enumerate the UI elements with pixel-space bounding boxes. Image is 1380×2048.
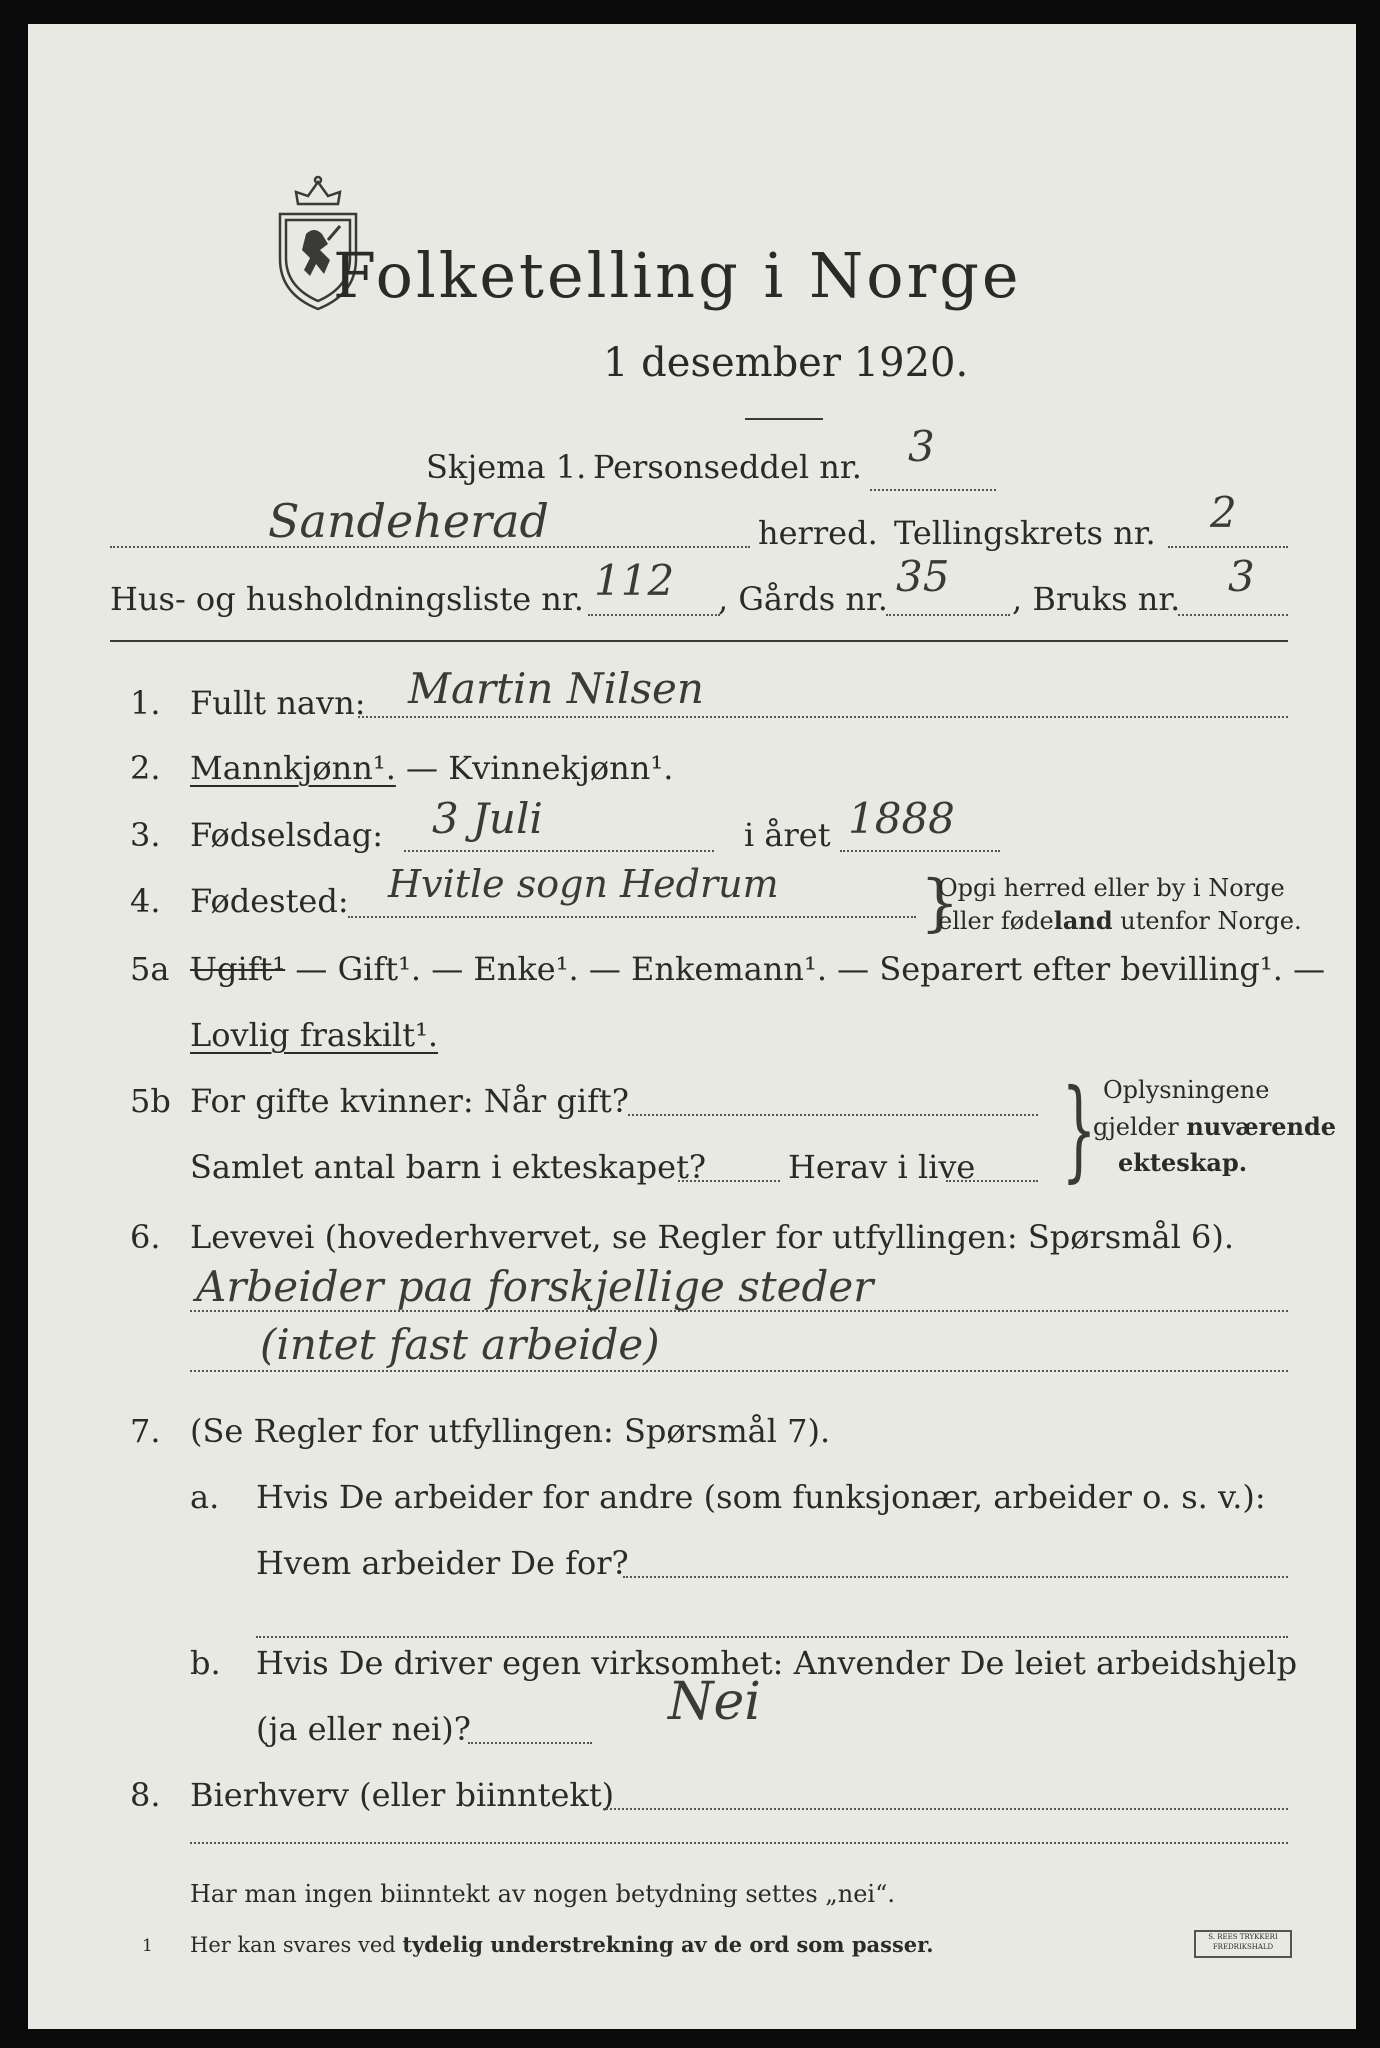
header-divider	[110, 640, 1288, 642]
census-form-page: Folketelling i Norge 1 desember 1920. Skjema 1. Personseddel nr. 3 Sandeherad herred. Tellingskrets nr. 2 Hus- og husholdningsliste nr. 112 , Gårds nr. 35 , Bruks nr. 3 1. Fullt navn: Martin Nilsen 2. Mannkjønn¹. — Kvinnekjønn¹. 3. Fødselsdag: 3 Juli i året 1888 4. Fødested: Hvitle sogn Hedrum } Opgi herred eller by i Norge eller fødeland utenfor Norge. 5a Ugift¹ — Gift¹. — Enke¹. — Enkemann¹. — Separert efter bevilling¹. — Lovlig fraskilt¹. 5b For gifte kvinner: Når gift? Samlet antal barn i ekteskapet? Herav i live } Oplysningene gjelder nuværende ekteskap. 6. Levevei (hovederhvervet, se Regler for utfyllingen: Spørsmål 6). Arbeider paa forskjellige steder (intet fast arbeide) 7. (Se Regler for utfyllingen: Spørsmål 7). a. Hvis De arbeider for andre (som funksjonær, arbeider o. s. v.): Hvem arbeider De for? b. Hvis De driver egen virksomhet: Anvender De leiet arbeidshjelp (ja eller nei)? Nei 8. Bierhverv (eller biinntekt) Har man ingen biinntekt av nogen betydning settes „nei“. 1 Her kan svares ved tydelig understrekning av de ord som passer. S. REES TRYKKERI FREDRIKSHALD	[28, 24, 1356, 2029]
printer-stamp: S. REES TRYKKERI FREDRIKSHALD	[1194, 1930, 1292, 1958]
q5b-note-line2: gjelder nuværende	[1093, 1112, 1337, 1141]
q5b-number: 5b	[130, 1082, 171, 1120]
full-name-value: Martin Nilsen	[408, 664, 704, 713]
q7b-label: Hvis De driver egen virksomhet: Anvender De leiet arbeidshjelp	[256, 1644, 1298, 1682]
q7-label: (Se Regler for utfyllingen: Spørsmål 7).	[190, 1412, 831, 1450]
q5a-number: 5a	[130, 950, 170, 988]
form-date: 1 desember 1920.	[603, 340, 969, 386]
q7a-letter: a.	[190, 1478, 220, 1516]
q3-number: 3.	[130, 816, 161, 854]
q4-number: 4.	[130, 882, 161, 920]
q7a-label: Hvis De arbeider for andre (som funksjonær, arbeider o. s. v.):	[256, 1478, 1266, 1516]
bruks-value: 3	[1228, 552, 1255, 601]
q2-number: 2.	[130, 749, 161, 787]
q5b-note-line1: Oplysningene	[1103, 1076, 1270, 1104]
q8-label: Bierhverv (eller biinntekt)	[190, 1776, 615, 1814]
bruks-label: , Bruks nr.	[1012, 580, 1181, 618]
skjema-label: Skjema 1.	[426, 448, 587, 486]
marital-status-options: Ugift¹ — Gift¹. — Enke¹. — Enkemann¹. — Separert efter bevilling¹. —	[190, 950, 1326, 988]
q5b-alive-label: Herav i live	[788, 1148, 976, 1186]
q5b-children-label: Samlet antal barn i ekteskapet?	[190, 1148, 707, 1186]
personseddel-value: 3	[908, 422, 935, 471]
hired-help-value: Nei	[668, 1672, 761, 1732]
q7b-sub-label: (ja eller nei)?	[256, 1710, 471, 1748]
q4-note-line2: eller fødeland utenfor Norge.	[938, 906, 1302, 935]
q7b-letter: b.	[190, 1644, 221, 1682]
hus-label: Hus- og husholdningsliste nr.	[110, 580, 584, 618]
birthplace-value: Hvitle sogn Hedrum	[388, 862, 779, 906]
q7-number: 7.	[130, 1412, 161, 1450]
occupation-value-line2: (intet fast arbeide)	[260, 1320, 660, 1369]
marital-fraskilt-option: Lovlig fraskilt¹.	[190, 1016, 439, 1054]
birthday-value: 3 Juli	[432, 794, 543, 843]
q4-note-line1: Opgi herred eller by i Norge	[938, 874, 1285, 902]
q3-year-label: i året	[744, 816, 831, 854]
q7a-sub-label: Hvem arbeider De for?	[256, 1544, 629, 1582]
footnote-text: Her kan svares ved tydelig understrekning av de ord som passer.	[190, 1932, 934, 1957]
personseddel-label: Personseddel nr.	[593, 448, 862, 486]
q1-label: Fullt navn:	[190, 684, 366, 722]
gards-value: 35	[896, 552, 950, 601]
sex-male-option: Mannkjønn¹.	[190, 749, 396, 787]
q1-number: 1.	[130, 684, 161, 722]
occupation-value-line1: Arbeider paa forskjellige steder	[196, 1262, 874, 1311]
sex-female-option: Kvinnekjønn¹.	[448, 749, 674, 787]
form-title: Folketelling i Norge	[333, 239, 1022, 312]
q6-label: Levevei (hovederhvervet, se Regler for utfyllingen: Spørsmål 6).	[190, 1218, 1235, 1256]
tellingskrets-label: Tellingskrets nr.	[894, 514, 1156, 552]
sex-options: Mannkjønn¹. — Kvinnekjønn¹.	[190, 749, 674, 787]
biinntekt-note: Har man ingen biinntekt av nogen betydning settes „nei“.	[190, 1880, 895, 1908]
marital-ugift-option: Ugift¹	[190, 950, 286, 988]
hus-value: 112	[594, 556, 675, 605]
footnote-mark: 1	[142, 1936, 153, 1956]
herred-value: Sandeherad	[268, 494, 549, 548]
tellingskrets-value: 2	[1210, 488, 1237, 537]
herred-label: herred.	[758, 514, 878, 552]
q8-number: 8.	[130, 1776, 161, 1814]
q4-label: Fødested:	[190, 882, 349, 920]
q5b-married-label: For gifte kvinner: Når gift?	[190, 1082, 629, 1120]
q3-label: Fødselsdag:	[190, 816, 384, 854]
q6-number: 6.	[130, 1218, 161, 1256]
gards-label: , Gårds nr.	[718, 580, 888, 618]
title-divider	[745, 418, 823, 420]
q5b-note-line3: ekteskap.	[1118, 1148, 1248, 1177]
birth-year-value: 1888	[848, 794, 955, 843]
